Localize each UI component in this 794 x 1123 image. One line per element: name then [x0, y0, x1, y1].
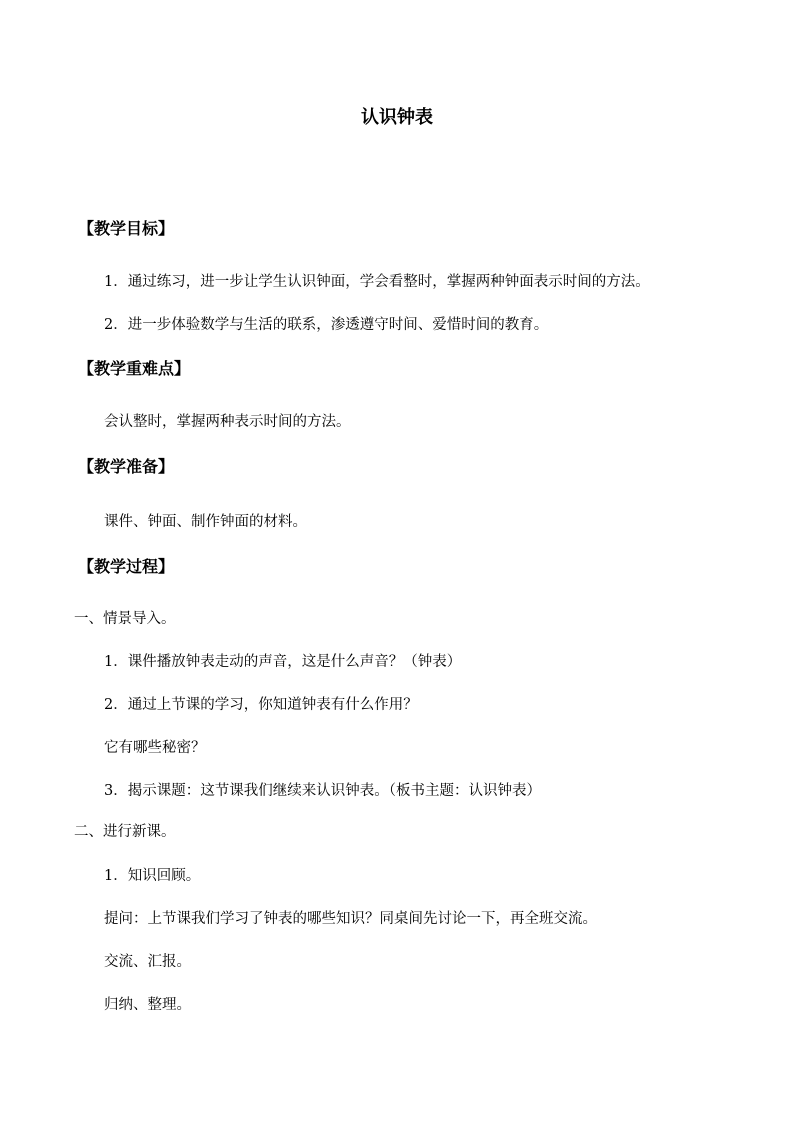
section-1-line-1: 1．课件播放钟表走动的声音，这是什么声音？（钟表） [104, 654, 462, 670]
goal-item-1: 1．通过练习，进一步让学生认识钟面，学会看整时，掌握两种钟面表示时间的方法。 [104, 274, 650, 290]
section-2-title: 二、进行新课。 [74, 824, 176, 840]
key-points-heading: 【教学重难点】 [78, 359, 191, 378]
preparation-heading: 【教学准备】 [78, 457, 175, 476]
document-title: 认识钟表 [361, 107, 433, 128]
section-1-line-2: 2．通过上节课的学习，你知道钟表有什么作用？ [104, 697, 418, 713]
process-heading: 【教学过程】 [78, 557, 175, 576]
goals-heading: 【教学目标】 [78, 219, 175, 238]
section-2-line-2: 提问：上节课我们学习了钟表的哪些知识？同桌间先讨论一下，再全班交流。 [104, 911, 597, 927]
goal-item-2: 2．进一步体验数学与生活的联系，渗透遵守时间、爱惜时间的教育。 [104, 317, 549, 333]
section-1-line-4: 3．揭示课题：这节课我们继续来认识钟表。（板书主题：认识钟表） [104, 783, 541, 799]
preparation-text: 课件、钟面、制作钟面的材料。 [104, 514, 307, 530]
section-2-line-1: 1．知识回顾。 [104, 868, 201, 884]
section-2-line-3: 交流、汇报。 [104, 954, 191, 970]
section-2-line-4: 归纳、整理。 [104, 997, 191, 1013]
section-1-title: 一、情景导入。 [74, 611, 176, 627]
key-points-text: 会认整时，掌握两种表示时间的方法。 [104, 414, 351, 430]
section-1-line-3: 它有哪些秘密？ [104, 740, 206, 756]
